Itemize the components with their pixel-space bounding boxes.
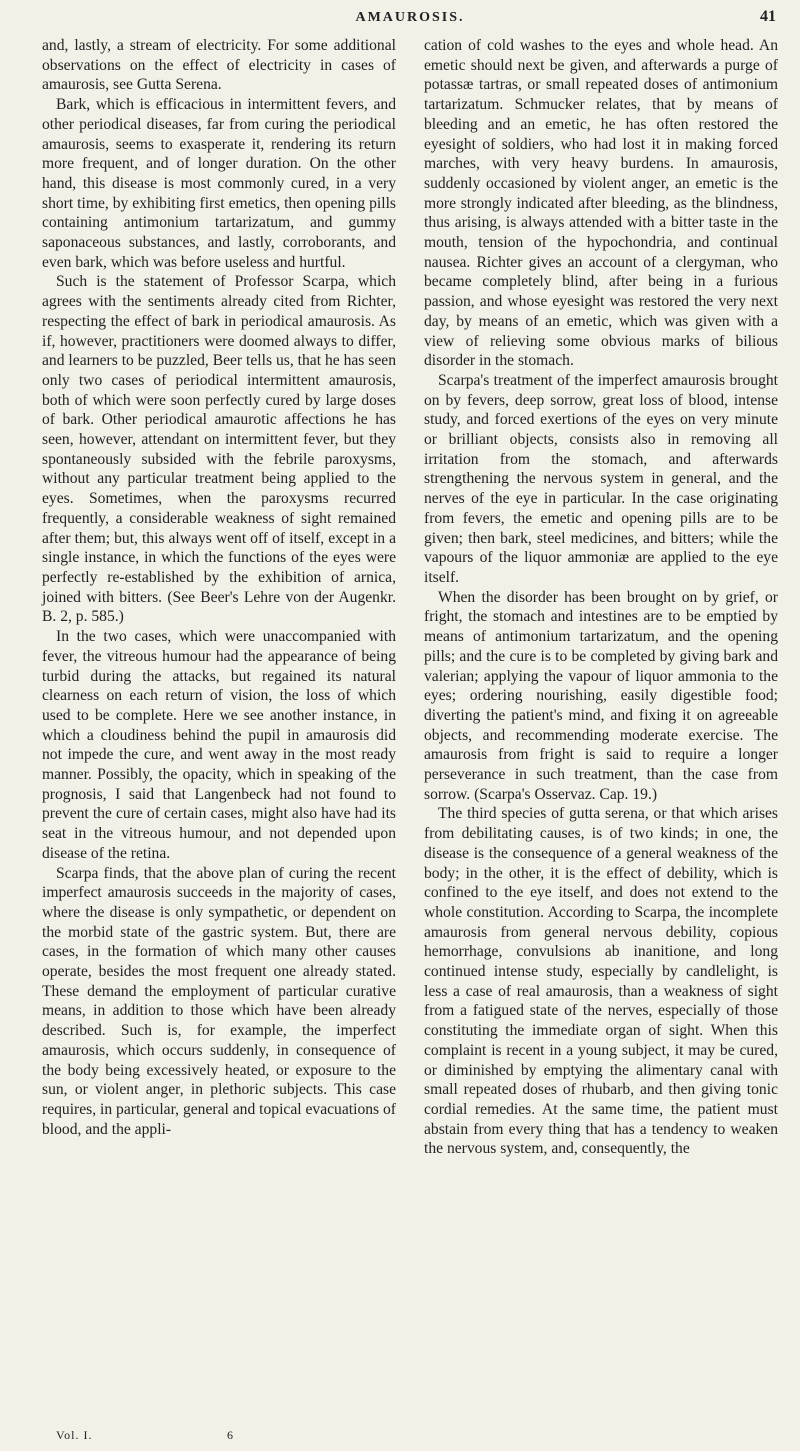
paragraph: Scarpa's treatment of the imperfect amaurosis brought on by fevers, deep sorrow, great loss of blood, intense study, and forced exertions of the eyes on very minute or brilliant objects, consists also in removing all irritation from the stomach, and afterwards strengthening the nervous system in general, and the nerves of the eye in particular. In the case originating from fevers, the emetic and opening pills are to be given; then bark, steel medicines, and bitters; while the vapours of the liquor ammoniæ are applied to the eye itself. xyxy=(424,371,778,586)
paragraph: cation of cold washes to the eyes and whole head. An emetic should next be given, and afterwards a purge of potassæ tartras, or small repeated doses of antimonium tartarizatum. Schmucker relates, that by means of bleeding and an emetic, he has often restored the eyesight of soldiers, who had lost it in making forced marches, with very heavy burdens. In amaurosis, suddenly occasioned by violent anger, an emetic is the more strongly indicated after bleeding, as the blindness, thus arising, is always attended with a bitter taste in the mouth, tension of the hypochondria, and continual nausea. Richter gives an account of a clergyman, who became completely blind, after being in a furious passion, and whose eyesight was restored the very next day, by means of an emetic, which was given with a view of relieving some obvious marks of bilious disorder in the stomach. xyxy=(424,37,778,370)
paragraph: Bark, which is efficacious in intermittent fevers, and other periodical diseases, far from curing the periodical amaurosis, seems to exasperate it, rendering its return more frequent, and of longer duration. On the other hand, this disease is most commonly cured, in a very short time, by exhibiting first emetics, then opening pills containing antimonium tartarizatum, and gummy saponaceous substances, and lastly, corroborants, and even bark, which was before useless and hurtful. xyxy=(42,96,396,271)
running-head: AMAUROSIS. xyxy=(355,10,465,25)
volume-signature: Vol. I. xyxy=(56,1428,93,1442)
paragraph: The third species of gutta serena, or that which arises from debilitating causes, is of two kinds; in one, the disease is the consequence of a general weakness of the body; in the other, it is the effect of debility, which is confined to the eye itself, and does not extend to the whole constitution. According to Scarpa, the incomplete amaurosis from general nervous debility, copious hemorrhage, convulsions ab inanitione, and long continued intense study, especially by candlelight, is less a case of real amaurosis, than a weakness of sight from a fatigued state of the nerves, especially of those constituting the immediate organ of sight. When this complaint is recent in a young subject, it may be cured, or diminished by emptying the alimentary canal with small repeated doses of rhubarb, and then giving tonic cordial remedies. At the same time, the patient must abstain from every thing that has a tendency to weaken the nervous system, and, consequently, the xyxy=(424,805,778,1158)
text-columns xyxy=(42,36,778,1159)
sheet-signature: 6 xyxy=(227,1428,233,1442)
page-number: 41 xyxy=(760,8,776,25)
page-footer xyxy=(42,1428,778,1446)
right-column xyxy=(424,36,778,1159)
paragraph: Such is the statement of Professor Scarpa, which agrees with the sentiments already cited from Richter, respecting the effect of bark in periodical amaurosis. As if, however, practitioners were doomed always to differ, and learners to be puzzled, Beer tells us, that he has seen only two cases of periodical intermittent amaurosis, both of which were soon perfectly cured by large doses of bark. Other periodical amaurotic affections he has seen, however, attendant on intermittent fever, but they spontaneously subsided with the febrile paroxysms, without any particular treatment being applied to the eyes. Sometimes, when the paroxysms recurred frequently, a considerable weakness of sight remained after them; but, this always went off of itself, except in a single instance, in which the functions of the eyes were perfectly re-established by the exhibition of arnica, joined with bitters. (See Beer's Lehre von der Augenkr. B. 2, p. 585.) xyxy=(42,273,396,626)
left-column xyxy=(42,36,396,1159)
paragraph: When the disorder has been brought on by grief, or fright, the stomach and intestines are to be emptied by means of antimonium tartarizatum, and the opening pills; and the cure is to be completed by giving bark and valerian; applying the vapour of liquor ammonia to the eyes; ordering nourishing, easily digestible food; diverting the patient's mind, and fixing it on agreeable objects, and recommending moderate exercise. The amaurosis from fright is said to require a longer perseverance in such treatment, than the case from sorrow. (Scarpa's Osservaz. Cap. 19.) xyxy=(424,588,778,803)
paragraph: Scarpa finds, that the above plan of curing the recent imperfect amaurosis succeeds in the majority of cases, where the disease is only sympathetic, or dependent on the morbid state of the gastric system. But, there are cases, in the formation of which many other causes operate, besides the most frequent one already stated. These demand the employment of particular curative means, in addition to those which have been already described. Such is, for example, the imperfect amaurosis, which occurs suddenly, in consequence of the body being excessively heated, or exposure to the sun, or violent anger, in plethoric subjects. This case requires, in particular, general and topical evacuations of blood, and the appli- xyxy=(42,864,396,1138)
page-header xyxy=(42,6,778,30)
paragraph: and, lastly, a stream of electricity. For some additional observations on the effect of electricity in cases of amaurosis, see Gutta Serena. xyxy=(42,37,396,94)
paragraph: In the two cases, which were unaccompanied with fever, the vitreous humour had the appearance of being turbid during the attacks, but regained its natural clearness on each return of vision, the loss of which used to be complete. Here we see another instance, in which a cloudiness behind the pupil in amaurosis did not impede the cure, and went away in the most ready manner. Possibly, the opacity, which in speaking of the prognosis, I said that Langenbeck had not found to prevent the cure of certain cases, might also have had its seat in the vitreous humour, and not depended upon disease of the retina. xyxy=(42,628,396,862)
